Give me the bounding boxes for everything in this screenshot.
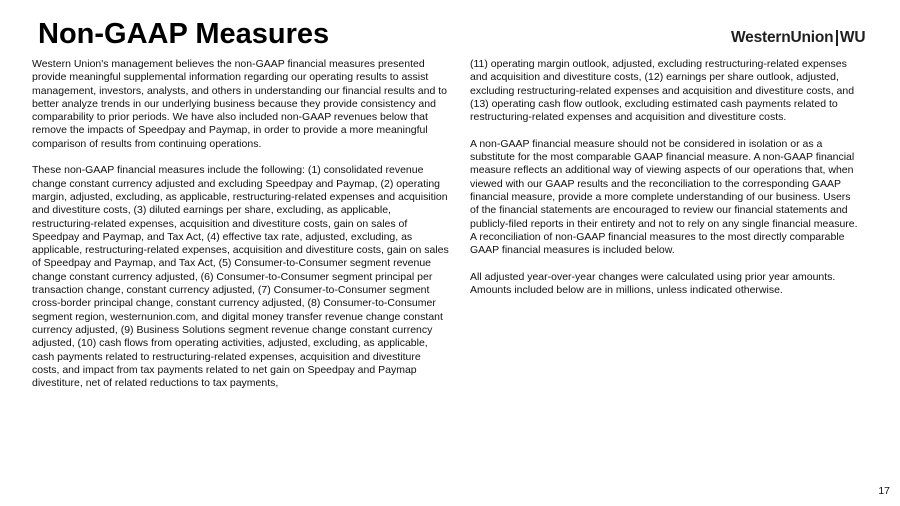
left-text-column (32, 58, 450, 404)
western-union-logo (731, 28, 865, 48)
intro-paragraph: Western Union's management believes the non-GAAP financial measures presented provide meaningful supplemental information regarding our operating results to assist management, investors, analysts, and others in understanding our financial results and to better analyze trends in our underlying business because they provide consistency and comparability to prior periods. We have also included non-GAAP revenues below that remove the impacts of Speedpay and Paymap, in order to provide a more meaningful comparison of results from continuing operations. (32, 58, 447, 150)
logo-monogram: WU (839, 29, 866, 46)
logo-wordmark: WesternUnion (731, 29, 834, 46)
page-title: Non-GAAP Measures (38, 18, 330, 50)
logo-divider (836, 30, 838, 46)
measures-list-paragraph: These non-GAAP financial measures include the following: (1) consolidated revenue change constant currency adjusted and excluding Speedpay and Paymap, (2) operating margin, adjusted, excluding, as applicable, restructuring-related expenses and acquisition and divestiture costs, (3) diluted earnings per share, excluding, as applicable, restructuring-related expenses, acquisition and divestiture costs, gain on sales of Speedpay and Paymap, and Tax Act, (4) effective tax rate, adjusted, excluding, as applicable, restructuring-related expenses, acquisition and divestiture costs, gain on sales of Speedpay and Paymap, and Tax Act, (5) Consumer-to-Consumer segment revenue change constant currency adjusted, (6) Consumer-to-Consumer segment principal per transaction change, constant currency adjusted, (7) Consumer-to-Consumer segment cross-border principal change, constant currency adjusted, (8) Consumer-to-Consumer segment region, westernunion.com, and digital money transfer revenue change constant currency adjusted, (9) Business Solutions segment revenue change constant currency adjusted, (10) cash flows from operating activities, adjusted, excluding, as applicable, cash payments related to restructuring-related expenses, acquisition and divestiture costs, and impact from tax payments related to net gain on Speedpay and Paymap divestiture, net of related reductions to tax payments, (32, 164, 449, 390)
right-text-column (470, 58, 860, 311)
disclaimer-paragraph: A non-GAAP financial measure should not be considered in isolation or as a substitute for the most comparable GAAP financial measure. A non-GAAP financial measure reflects an additional way of viewing aspects of our operations that, when viewed with our GAAP results and the reconciliation to the corresponding GAAP financial measure, provide a more complete understanding of our business. Users of the financial statements are encouraged to review our financial statements and publicly-filed reports in their entirety and not to rely on any single financial measure. A reconciliation of non-GAAP financial measures to the most directly comparable GAAP financial measures is included below. (470, 137, 858, 257)
measures-list-continued-paragraph: (11) operating margin outlook, adjusted, excluding restructuring-related expenses and acquisition and divestiture costs, (12) earnings per share outlook, adjusted, excluding restructuring-related expenses and acquisition and divestiture costs, and (13) operating cash flow outlook, excluding estimated cash payments related to restructuring-related expenses and acquisition and divestiture costs. (470, 58, 855, 124)
calculation-note-paragraph: All adjusted year-over-year changes were calculated using prior year amounts. Amounts included below are in millions, unless indicated otherwise. (470, 270, 836, 297)
page-number: 17 (878, 485, 890, 497)
